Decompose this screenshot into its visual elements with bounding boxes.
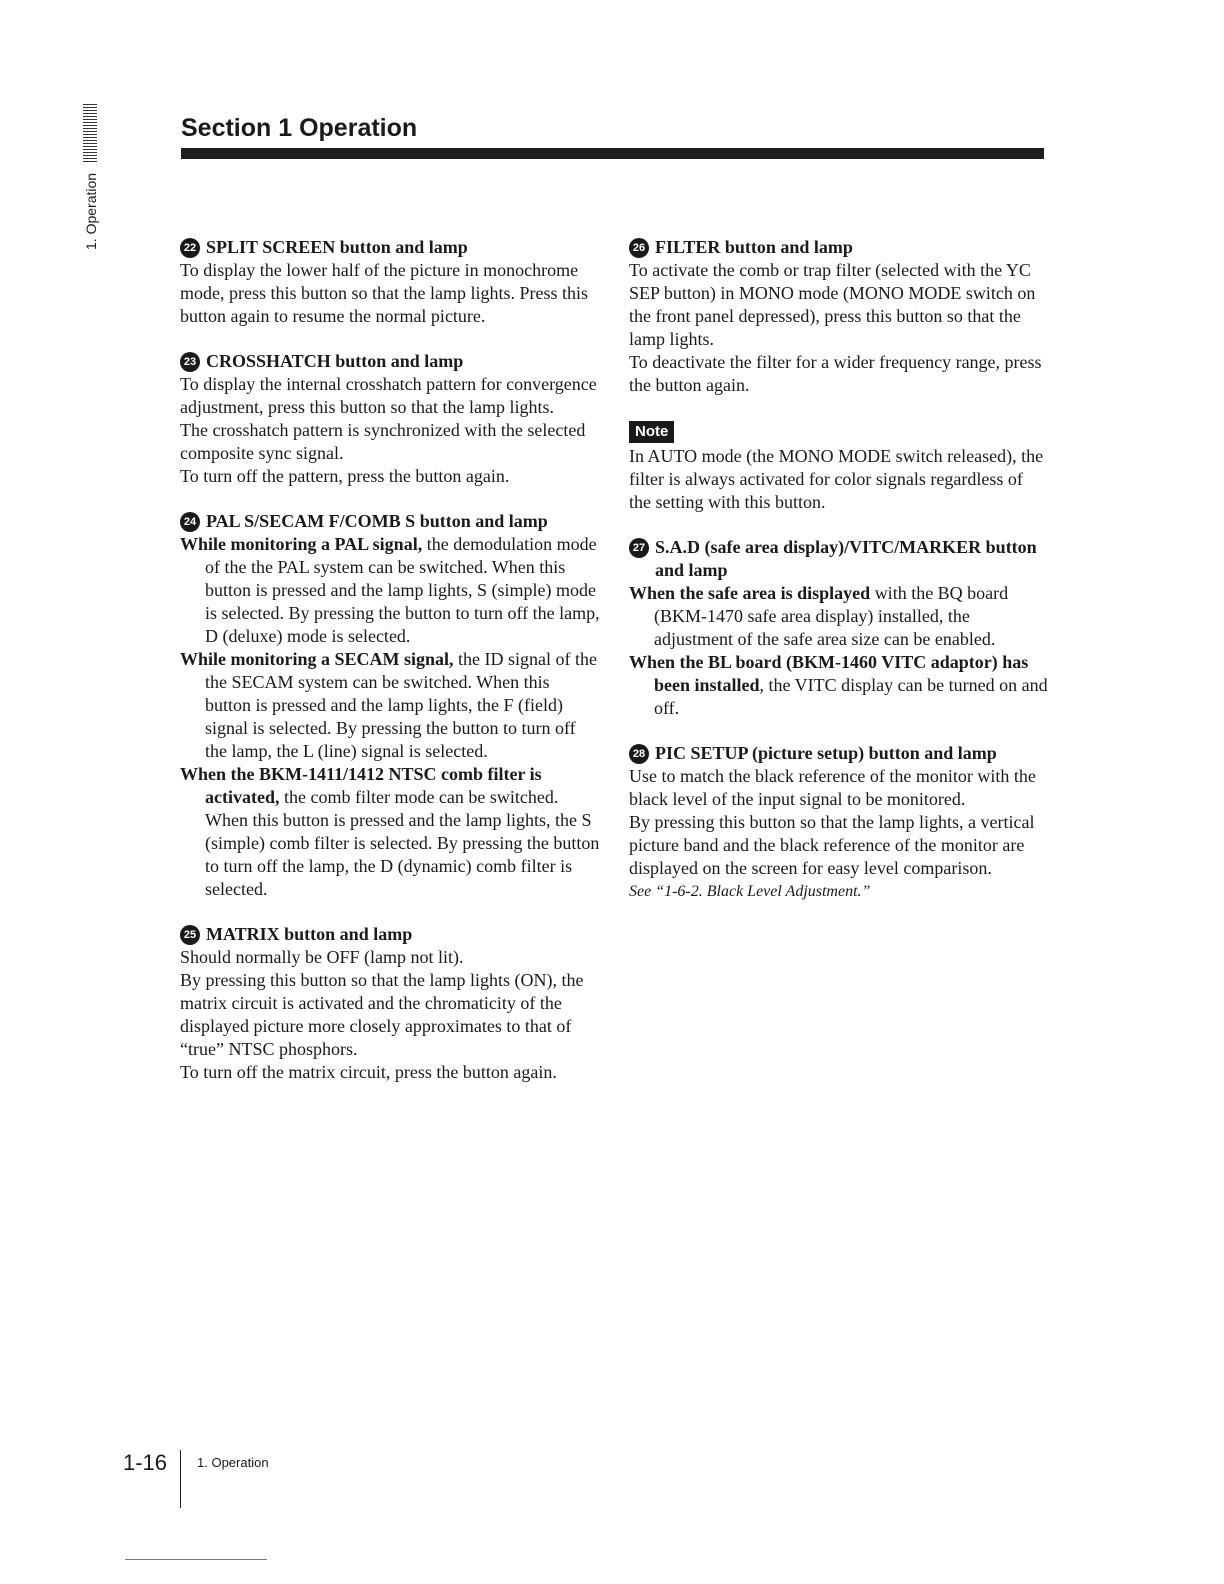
- item-body: To activate the comb or trap filter (selected with the YC SEP button) in MONO mode (MONO MODE switch on the front panel depressed), press this button so that the lamp lights.: [629, 260, 1036, 349]
- item-body: By pressing this button so that the lamp lights, a vertical picture band and the black reference of the monitor are displayed on the screen for easy level comparison.: [629, 812, 1035, 878]
- item-split-screen: [180, 236, 600, 328]
- note-block: [629, 419, 1049, 514]
- item-body: To turn off the matrix circuit, press the button again.: [180, 1062, 557, 1082]
- item-sad-vitc-marker: [629, 536, 1049, 720]
- item-entry: [180, 648, 600, 763]
- item-number-badge: 22: [180, 238, 200, 258]
- section-title: Section 1 Operation: [181, 114, 418, 142]
- side-tab-barcode: [83, 104, 97, 162]
- entry-lead: When the BL board (BKM-1460 VITC adaptor) has been installed: [629, 652, 1029, 695]
- note-text: In AUTO mode (the MONO MODE switch released), the filter is always activated for color signals regardless of the setting with this button.: [629, 446, 1044, 512]
- side-tab-label: 1. Operation: [83, 172, 99, 250]
- item-heading: FILTER button and lamp: [655, 237, 853, 257]
- entry-lead: While monitoring a PAL signal,: [180, 534, 423, 554]
- item-number-badge: 24: [180, 512, 200, 532]
- item-number-badge: 27: [629, 538, 649, 558]
- item-number-badge: 25: [180, 925, 200, 945]
- item-number-badge: 28: [629, 744, 649, 764]
- item-pal-secam-comb: [180, 510, 600, 901]
- item-crosshatch: [180, 350, 600, 488]
- item-body: To deactivate the filter for a wider frequency range, press the button again.: [629, 352, 1042, 395]
- entry-lead: While monitoring a SECAM signal,: [180, 649, 454, 669]
- item-filter: [629, 236, 1049, 397]
- item-heading: PIC SETUP (picture setup) button and lamp: [655, 743, 997, 763]
- page-number: 1-16: [123, 1450, 168, 1475]
- item-number-badge: 23: [180, 352, 200, 372]
- item-heading: CROSSHATCH button and lamp: [206, 351, 464, 371]
- entry-text: , the VITC display can be turned on and off.: [654, 675, 1048, 718]
- item-body: To turn off the pattern, press the button again.: [180, 466, 510, 486]
- bottom-rule: [125, 1559, 267, 1560]
- footer-section-label: 1. Operation: [197, 1455, 269, 1470]
- side-tab: [81, 102, 121, 262]
- entry-text: the ID signal of the the SECAM system can be switched. When this button is pressed and the lamp lights, the F (field) signal is selected. By pressing the button to turn off the lamp, the L (line) signal is selected.: [205, 649, 597, 761]
- entry-text: the demodulation mode of the the PAL system can be switched. When this button is pressed and the lamp lights, S (simple) mode is selected. By pressing the button to turn off the lamp, D (deluxe) mode is selected.: [205, 534, 600, 646]
- entry-text: the comb filter mode can be switched. When this button is pressed and the lamp lights, the S (simple) comb filter is selected. By pressing the button to turn off the lamp, the D (dynamic) comb filter is selected.: [205, 787, 600, 899]
- item-body: The crosshatch pattern is synchronized with the selected composite sync signal.: [180, 420, 586, 463]
- item-number-badge: 26: [629, 238, 649, 258]
- item-heading: PAL S/SECAM F/COMB S button and lamp: [206, 511, 548, 531]
- note-badge: Note: [629, 421, 674, 443]
- item-matrix: [180, 923, 600, 1084]
- item-entry: [629, 582, 1049, 651]
- right-column: [629, 236, 1049, 925]
- item-heading: SPLIT SCREEN button and lamp: [206, 237, 468, 257]
- item-entry: [180, 763, 600, 901]
- item-entry: [629, 651, 1049, 720]
- item-body: To display the internal crosshatch pattern for convergence adjustment, press this button so that the lamp lights.: [180, 374, 597, 417]
- entry-text: with the BQ board (BKM-1470 safe area display) installed, the adjustment of the safe area size can be enabled.: [654, 583, 1009, 649]
- cross-reference: See “1-6-2. Black Level Adjustment.”: [629, 883, 871, 900]
- item-pic-setup: [629, 742, 1049, 903]
- item-body: Should normally be OFF (lamp not lit).: [180, 947, 464, 967]
- title-rule: [181, 148, 1044, 159]
- left-column: [180, 236, 600, 1106]
- item-body: Use to match the black reference of the monitor with the black level of the input signal to be monitored.: [629, 766, 1036, 809]
- entry-lead: When the BKM-1411/1412 NTSC comb filter is activated,: [180, 764, 542, 807]
- item-heading: S.A.D (safe area display)/VITC/MARKER button and lamp: [655, 537, 1037, 580]
- footer-divider: [180, 1450, 181, 1508]
- item-body: By pressing this button so that the lamp lights (ON), the matrix circuit is activated and the chromaticity of the displayed picture more closely approximates to that of “true” NTSC phosphors.: [180, 970, 584, 1059]
- entry-lead: When the safe area is displayed: [629, 583, 871, 603]
- item-body: To display the lower half of the picture in monochrome mode, press this button so that the lamp lights. Press this button again to resume the normal picture.: [180, 260, 588, 326]
- item-heading: MATRIX button and lamp: [206, 924, 413, 944]
- item-entry: [180, 533, 600, 648]
